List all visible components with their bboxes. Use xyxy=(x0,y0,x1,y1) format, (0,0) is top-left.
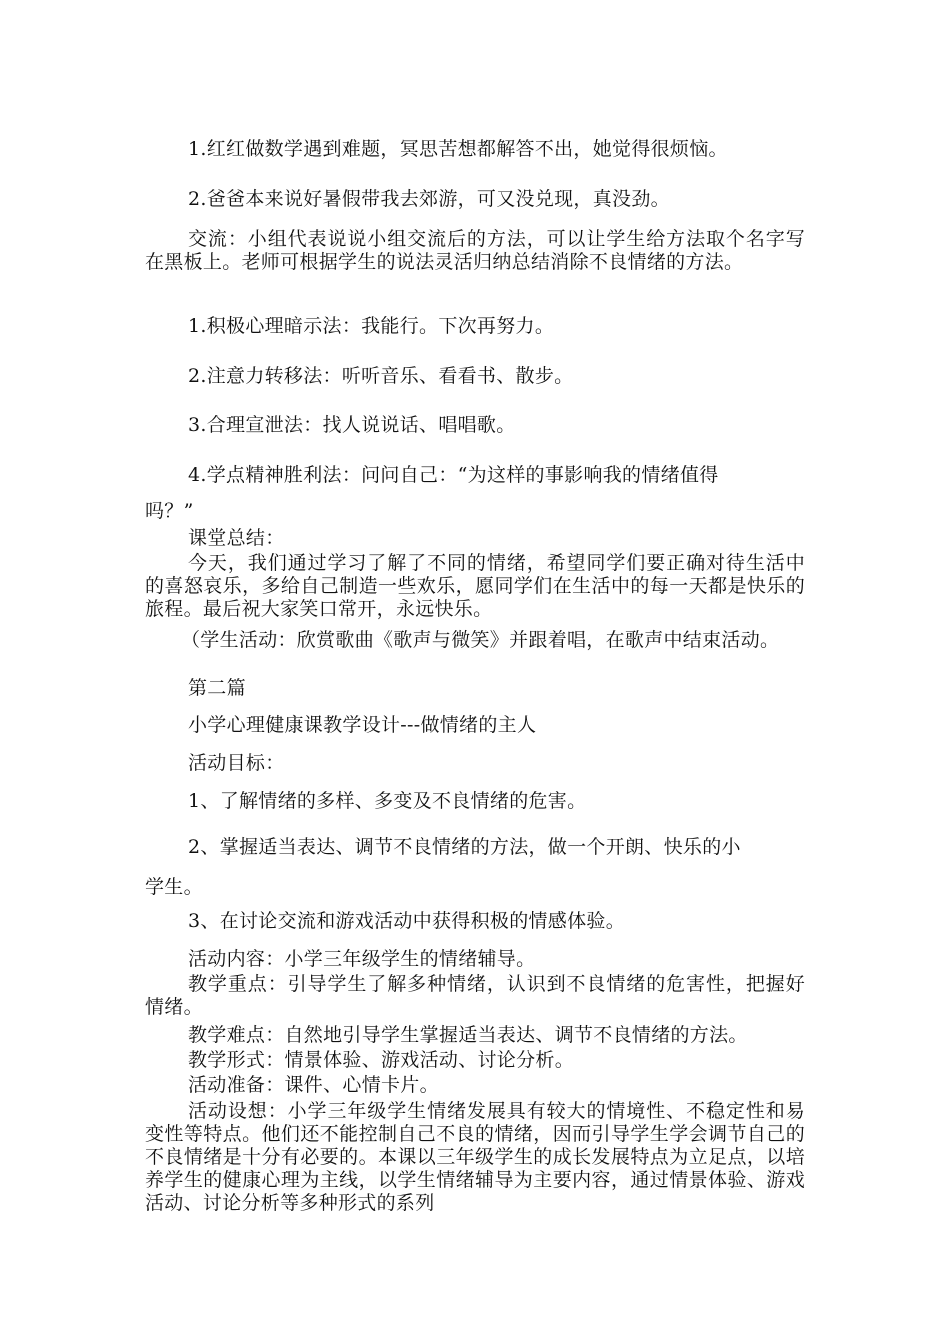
paragraph: 吗？” xyxy=(145,500,194,522)
paragraph: 第二篇 xyxy=(188,677,246,699)
paragraph: 1、了解情绪的多样、多变及不良情绪的危害。 xyxy=(188,790,587,812)
paragraph: 1.积极心理暗示法：我能行。下次再努力。 xyxy=(188,315,555,337)
paragraph: 3、在讨论交流和游戏活动中获得积极的情感体验。 xyxy=(188,910,625,932)
paragraph: 活动目标： xyxy=(188,752,285,774)
paragraph: 2.爸爸本来说好暑假带我去郊游，可又没兑现，真没劲。 xyxy=(188,188,670,210)
paragraph: 4.学点精神胜利法：问问自己：“为这样的事影响我的情绪值得 xyxy=(188,464,719,486)
paragraph: 3.合理宣泄法：找人说说话、唱唱歌。 xyxy=(188,414,516,436)
paragraph: 教学重点：引导学生了解多种情绪，认识到不良情绪的危害性，把握好情绪。 xyxy=(145,973,805,1018)
paragraph: 交流：小组代表说说小组交流后的方法，可以让学生给方法取个名字写在黑板上。老师可根据学生的说法灵活归纳总结消除不良情绪的方法。 xyxy=(145,228,805,273)
paragraph: 学生。 xyxy=(145,876,203,898)
paragraph: 课堂总结： xyxy=(188,527,285,549)
paragraph: 2、掌握适当表达、调节不良情绪的方法，做一个开朗、快乐的小 xyxy=(188,836,741,858)
paragraph: 活动设想：小学三年级学生情绪发展具有较大的情境性、不稳定性和易变性等特点。他们还不能控制自己不良的情绪，因而引导学生学会调节自己的不良情绪是十分有必要的。本课以三年级学生的成长发展特点为立足点，以培养学生的健康心理为主线，以学生情绪辅导为主要内容，通过情景体验、游戏活动、讨论分析等多种形式的系列 xyxy=(145,1100,805,1214)
paragraph: 教学难点：自然地引导学生掌握适当表达、调节不良情绪的方法。 xyxy=(188,1024,748,1046)
paragraph: 活动准备：课件、心情卡片。 xyxy=(188,1074,439,1096)
paragraph: 今天，我们通过学习了解了不同的情绪，希望同学们要正确对待生活中的喜怒哀乐，多给自己制造一些欢乐，愿同学们在生活中的每一天都是快乐的旅程。最后祝大家笑口常开，永远快乐。 xyxy=(145,552,805,620)
paragraph: （学生活动：欣赏歌曲《歌声与微笑》并跟着唱，在歌声中结束活动。 xyxy=(181,629,780,651)
paragraph: 2.注意力转移法：听听音乐、看看书、散步。 xyxy=(188,365,574,387)
paragraph: 小学心理健康课教学设计---做情绪的主人 xyxy=(188,714,537,736)
paragraph: 活动内容：小学三年级学生的情绪辅导。 xyxy=(188,948,536,970)
paragraph: 1.红红做数学遇到难题，冥思苦想都解答不出，她觉得很烦恼。 xyxy=(188,138,728,160)
paragraph: 教学形式：情景体验、游戏活动、讨论分析。 xyxy=(188,1049,575,1071)
